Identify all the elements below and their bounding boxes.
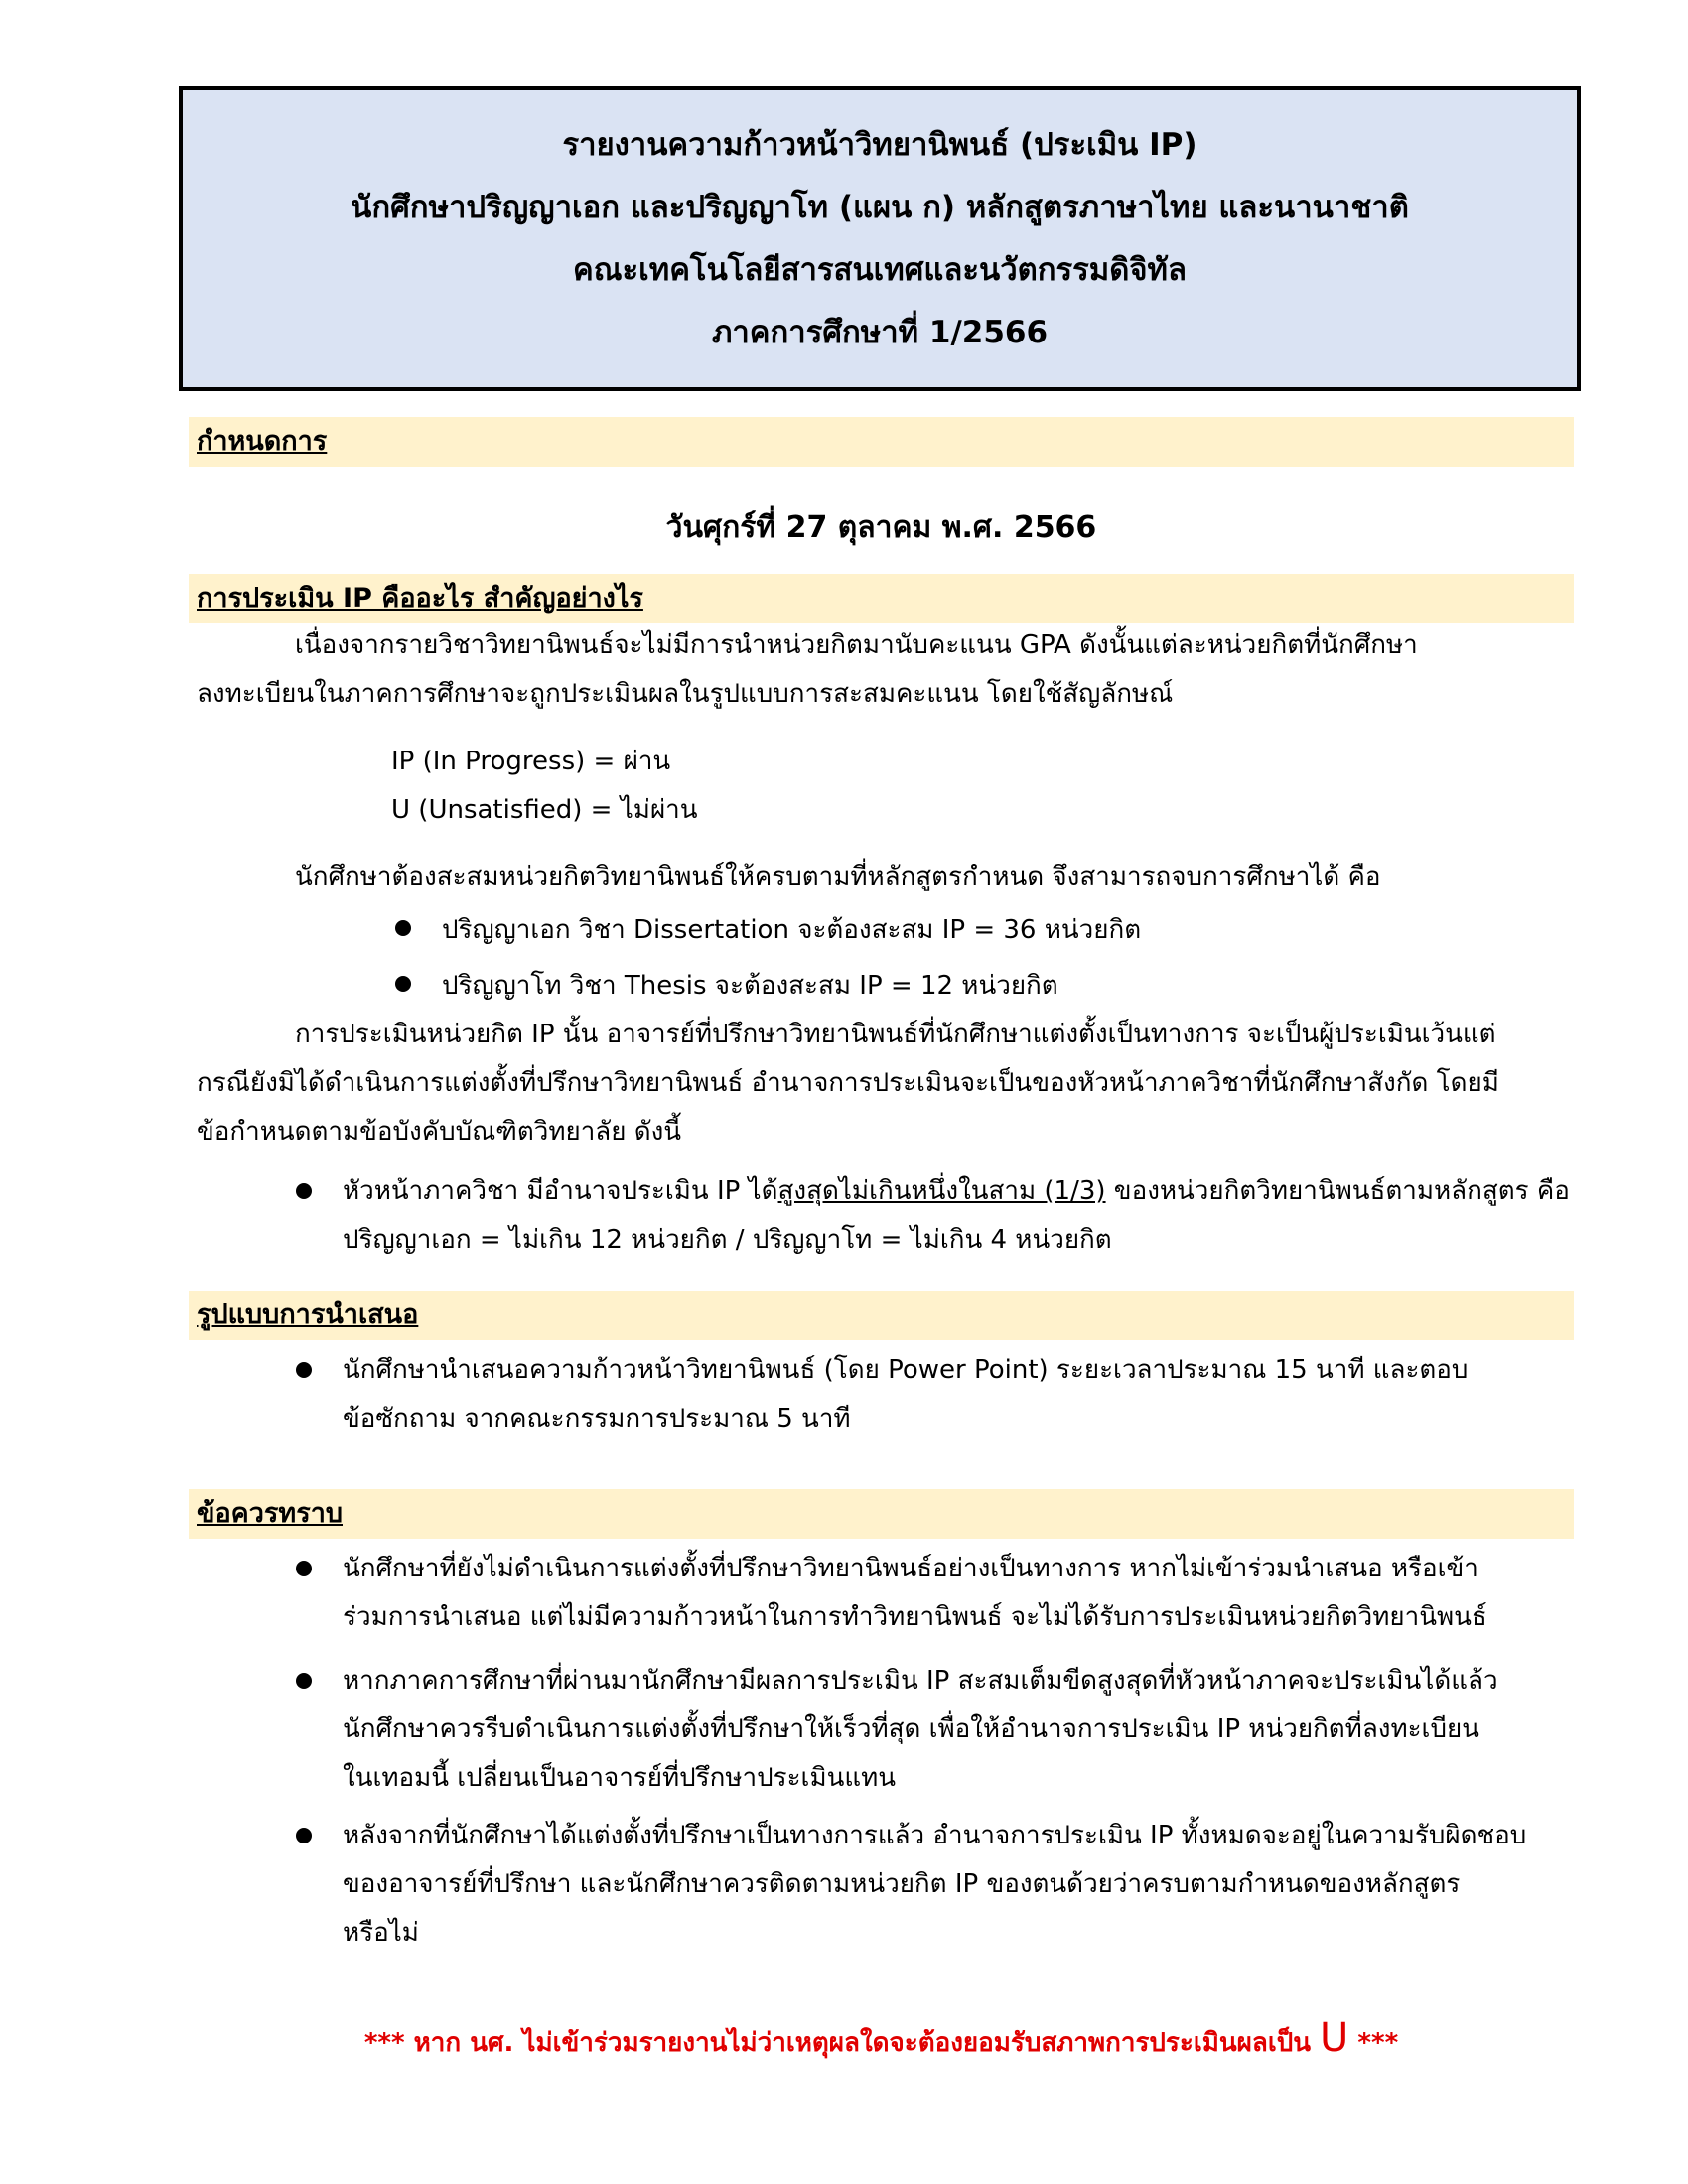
symbol-ip: IP (In Progress) = ผ่าน [391,747,671,776]
note3-line3: หรือไม่ [343,1918,419,1948]
title-line-4: ภาคการศึกษาที่ 1/2566 [711,314,1049,350]
bullet-icon [395,920,411,936]
format-heading: รูปแบบการนำเสนอ [197,1299,419,1330]
bullet-icon [296,1561,312,1576]
notice-text: *** หาก นศ. ไม่เข้าร่วมรายงานไม่ว่าเหตุผลใดจะต้องยอมรับสภาพการประเมินผลเป็น [363,2028,1321,2058]
note3-line2: ของอาจารย์ที่ปรึกษา และนักศึกษาควรติดตามหน่วยกิต IP ของตนด้วยว่าครบตามกำหนดของหลักสูตร [343,1869,1461,1899]
schedule-date: วันศุกร์ที่ 27 ตุลาคม พ.ศ. 2566 [665,510,1097,545]
notes-heading: ข้อควรทราบ [197,1498,343,1529]
ip-heading: การประเมิน IP คืออะไร สำคัญอย่างไร [197,583,643,614]
ip-para3-line1: การประเมินหน่วยกิต IP นั้น อาจารย์ที่ปรึกษาวิทยานิพนธ์ที่นักศึกษาแต่งตั้งเป็นทางการ จะเป็นผู้ประเมินเว้นแต่ [295,1020,1496,1049]
title-line-3: คณะเทคโนโลยีสารสนเทศและนวัตกรรมดิจิทัล [573,251,1187,288]
ip-para3-line3: ข้อกำหนดตามข้อบังคับบัณฑิตวิทยาลัย ดังนี้ [197,1117,682,1147]
note2-line1: หากภาคการศึกษาที่ผ่านมานักศึกษามีผลการประเมิน IP สะสมเต็มขีดสูงสุดที่หัวหน้าภาคจะประเมินได้แล้ว [343,1666,1498,1696]
bullet-icon [296,1828,312,1843]
ip-para2: นักศึกษาต้องสะสมหน่วยกิตวิทยานิพนธ์ให้ครบตามที่หลักสูตรกำหนด จึงสามารถจบการศึกษาได้ คือ [295,862,1381,891]
format-item-line1: นักศึกษานำเสนอความก้าวหน้าวิทยานิพนธ์ (โดย Power Point) ระยะเวลาประมาณ 15 นาที และตอบ [343,1355,1469,1385]
notice-grade: U [1320,2015,1349,2061]
req-master: ปริญญาโท วิชา Thesis จะต้องสะสม IP = 12 หน่วยกิต [442,971,1058,1001]
title-line-2: นักศึกษาปริญญาเอก และปริญญาโท (แผน ก) หลักสูตรภาษาไทย และนานาชาติ [351,189,1409,225]
title-line-1: รายงานความก้าวหน้าวิทยานิพนธ์ (ประเมิน IP) [562,126,1197,163]
note2-line3: ในเทอมนี้ เปลี่ยนเป็นอาจารย์ที่ปรึกษาประเมินแทน [343,1763,897,1793]
req-phd: ปริญญาเอก วิชา Dissertation จะต้องสะสม IP = 36 หน่วยกิต [442,915,1142,945]
head-rule-pre: หัวหน้าภาควิชา มีอำนาจประเมิน IP ได้ [343,1176,778,1206]
head-rule-post: ของหน่วยกิตวิทยานิพนธ์ตามหลักสูตร คือ [1105,1176,1570,1206]
schedule-band [189,417,1574,467]
ip-para3-line2: กรณียังมิได้ดำเนินการแต่งตั้งที่ปรึกษาวิทยานิพนธ์ อำนาจการประเมินจะเป็นของหัวหน้าภาควิชาที่นักศึกษาสังกัด โดยมี [197,1068,1499,1098]
note1-line2: ร่วมการนำเสนอ แต่ไม่มีความก้าวหน้าในการทำวิทยานิพนธ์ จะไม่ได้รับการประเมินหน่วยกิตวิทยานิพนธ์ [343,1602,1487,1632]
bullet-icon [395,976,411,992]
bullet-icon [296,1183,312,1199]
format-item-line2: ข้อซักถาม จากคณะกรรมการประมาณ 5 นาที [343,1404,851,1433]
symbol-u: U (Unsatisfied) = ไม่ผ่าน [391,795,698,825]
bullet-icon [296,1362,312,1378]
ip-para1-line2: ลงทะเบียนในภาคการศึกษาจะถูกประเมินผลในรูปแบบการสะสมคะแนน โดยใช้สัญลักษณ์ [197,679,1174,709]
head-rule-line1 [343,1174,1570,1208]
warning-notice [189,2015,1574,2063]
head-rule-line2: ปริญญาเอก = ไม่เกิน 12 หน่วยกิต / ปริญญาโท = ไม่เกิน 4 หน่วยกิต [343,1225,1112,1255]
schedule-heading: กำหนดการ [197,426,328,457]
note3-line1: หลังจากที่นักศึกษาได้แต่งตั้งที่ปรึกษาเป็นทางการแล้ว อำนาจการประเมิน IP ทั้งหมดจะอยู่ในความรับผิดชอบ [343,1821,1527,1850]
note1-line1: นักศึกษาที่ยังไม่ดำเนินการแต่งตั้งที่ปรึกษาวิทยานิพนธ์อย่างเป็นทางการ หากไม่เข้าร่วมนำเสนอ หรือเข้า [343,1554,1478,1583]
notes-band [189,1489,1574,1539]
bullet-icon [296,1673,312,1689]
notice-end: *** [1348,2028,1399,2058]
note2-line2: นักศึกษาควรรีบดำเนินการแต่งตั้งที่ปรึกษาให้เร็วที่สุด เพื่อให้อำนาจการประเมิน IP หน่วยกิตที่ลงทะเบียน [343,1714,1479,1744]
ip-para1-line1: เนื่องจากรายวิชาวิทยานิพนธ์จะไม่มีการนำหน่วยกิตมานับคะแนน GPA ดังนั้นแต่ละหน่วยกิตที่นักศึกษา [295,630,1418,660]
title-box [179,86,1581,391]
head-rule-emphasis: สูงสุดไม่เกินหนึ่งในสาม (1/3) [777,1176,1106,1206]
